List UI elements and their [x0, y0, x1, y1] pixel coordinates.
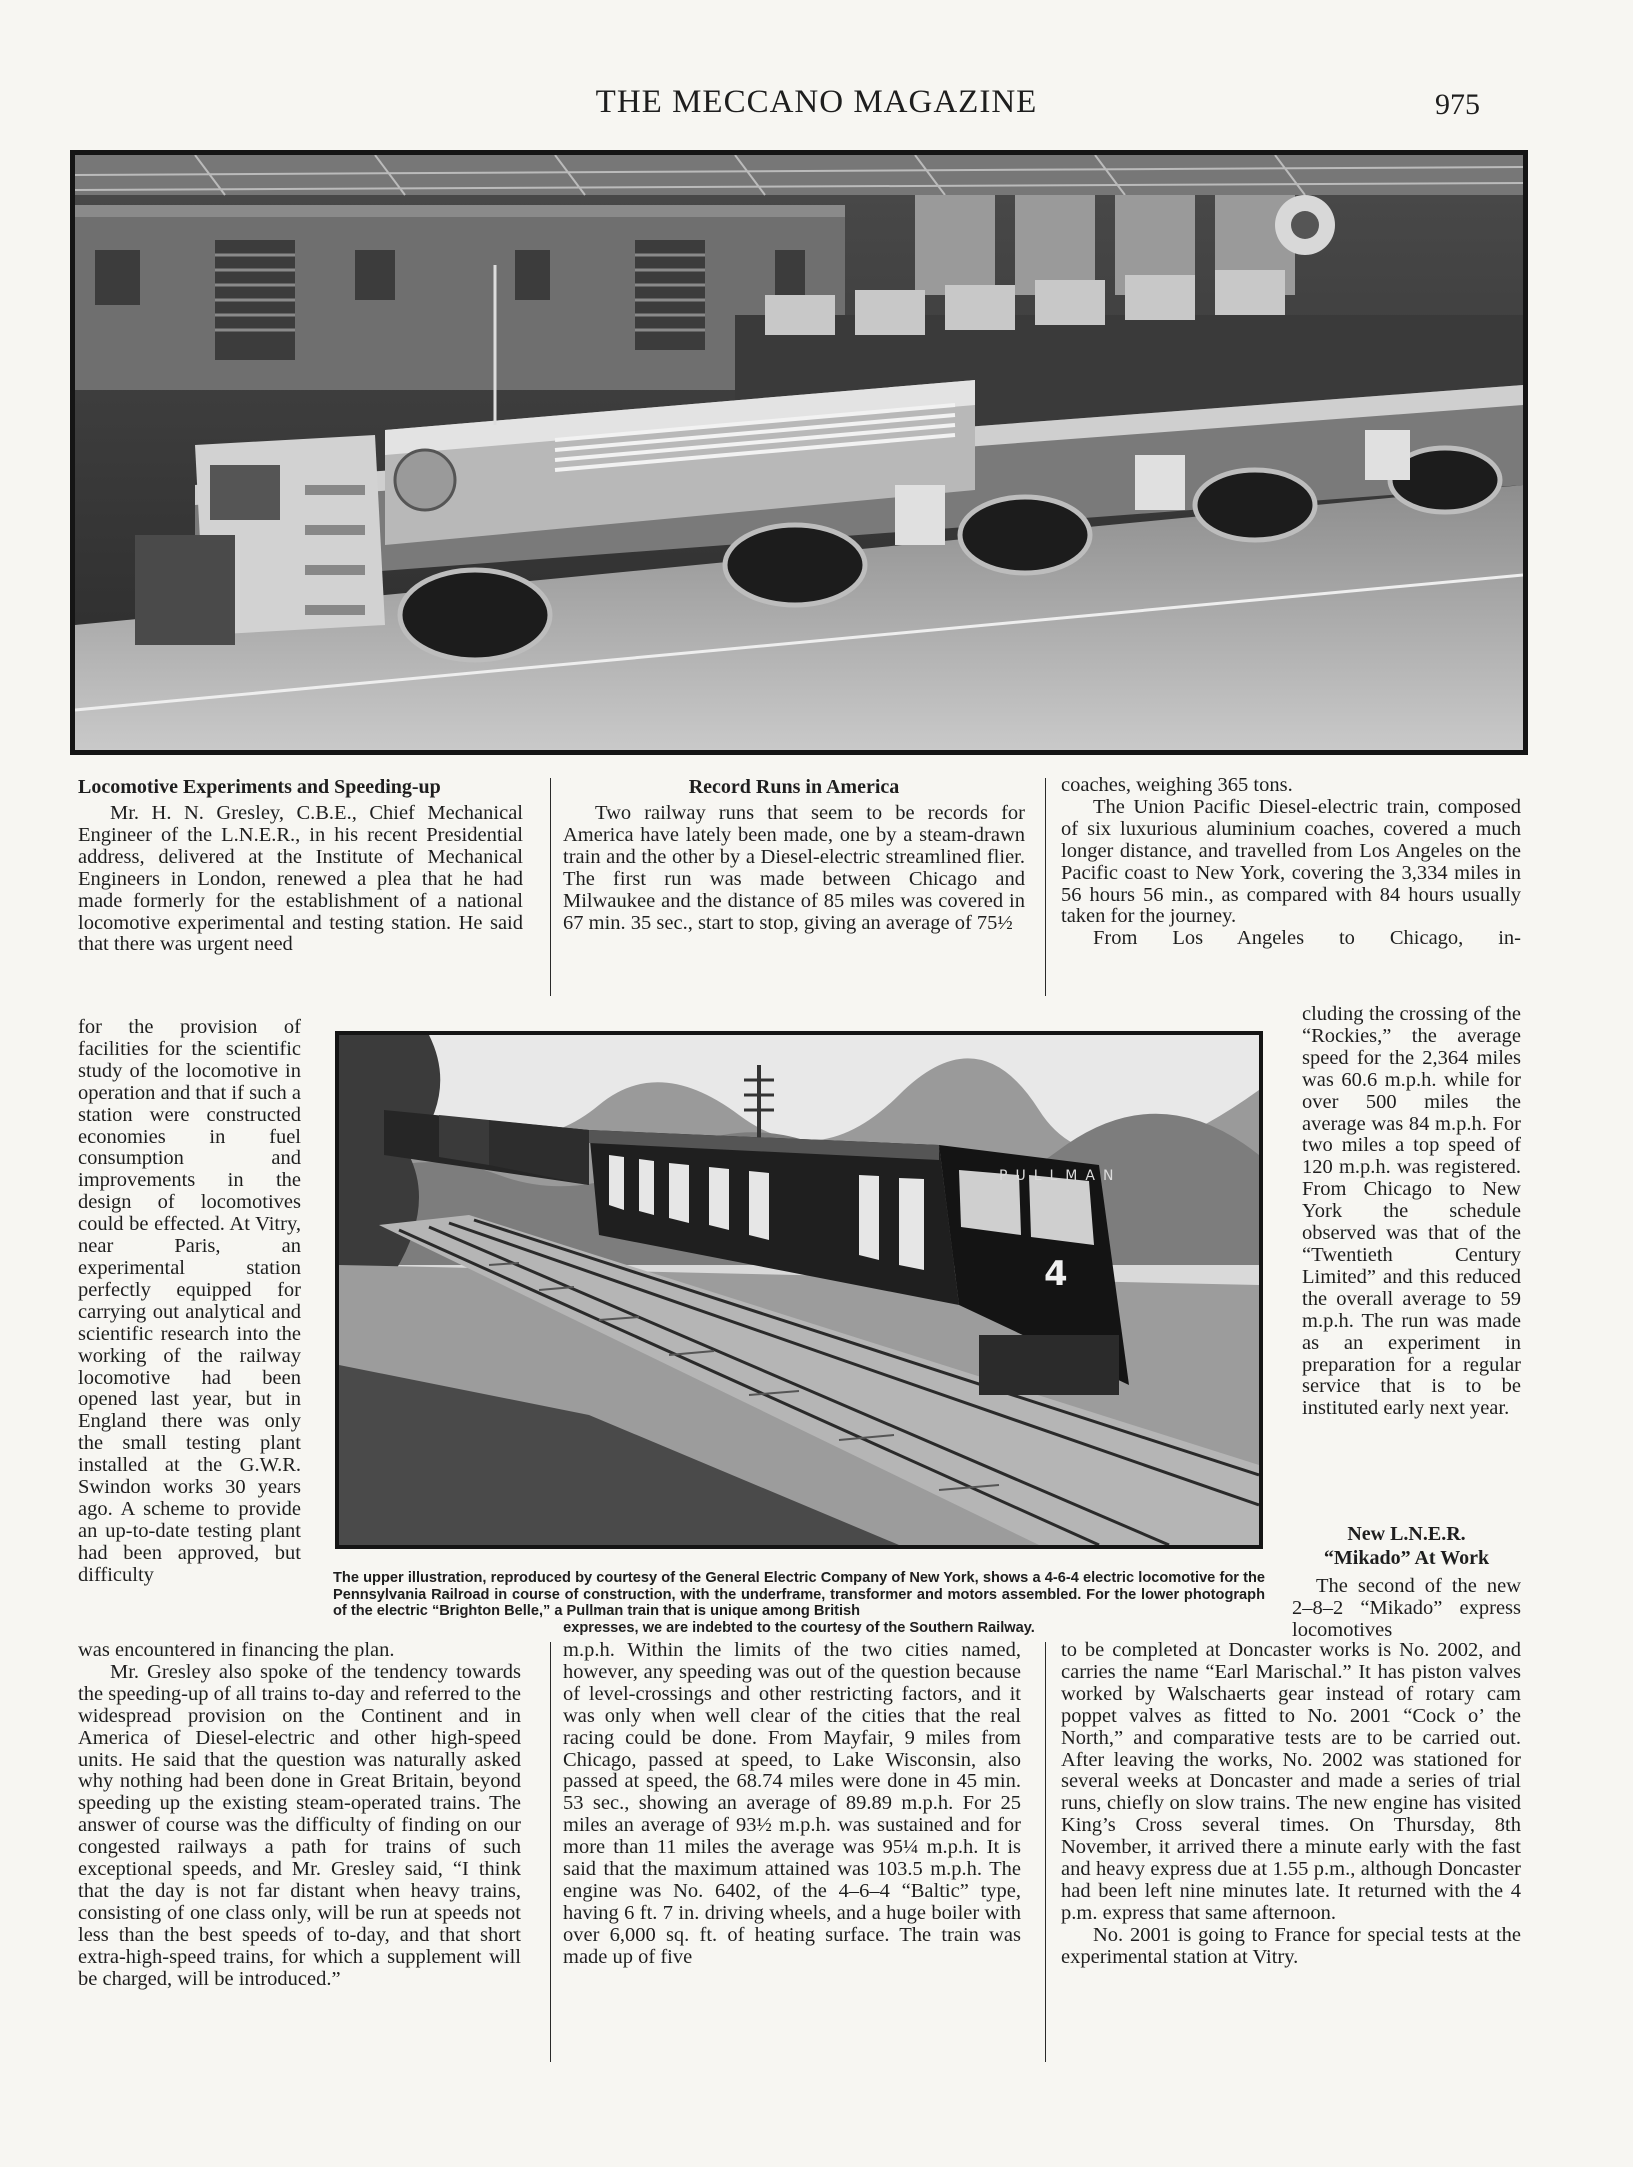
article-record-runs-bottom [563, 1640, 1021, 1969]
paragraph: cluding the crossing of the “Rockies,” the average speed for the 2,364 miles was 60.6 m.p.h. while for over 500 miles the average was 84 m.p.h. For two miles a top speed of 120 m.p.h. was registered. From Chicago to New York the schedule observed was that of the “Twentieth Century Limited” and this reduced the overall average to 59 m.p.h. The run was made as an experiment in preparation for a regular service that is to be instituted early next year. [1302, 1003, 1521, 1420]
paragraph: for the provision of facilities for the scientific study of the locomotive in operation and that if such a station were constructed economies in fuel consumption and improvements in the design of locomotives could be effected. At Vitry, near Paris, an experimental station perfectly equipped for carrying out analytical and scientific research into the working of the railway locomotive had been opened last year, but in England there was only the small testing plant installed at the G.W.R. Swindon works 30 years ago. A scheme to provide an up-to-date testing plant had been approved, but difficulty [78, 1016, 301, 1586]
paragraph: The second of the new 2–8–2 “Mikado” express locomotives [1292, 1575, 1521, 1641]
column-rule [550, 778, 551, 996]
article-record-runs-continued [1061, 775, 1521, 950]
caption-last-line: expresses, we are indebted to the courtesy of the Southern Railway. [563, 1619, 1035, 1636]
article-locomotive-experiments-narrow [78, 1017, 301, 1587]
paragraph: The Union Pacific Diesel-electric train, composed of six luxurious aluminium coaches, covered a much longer distance, and travelled from Los Angeles on the Pacific coast to New York, covering the 3,334 miles in 56 hours 56 min., as compared with 84 hours usually taken for the journey. [1061, 795, 1521, 928]
heading-mikado-line2: “Mikado” At Work [1323, 1547, 1490, 1569]
article-locomotive-experiments-top [78, 775, 523, 956]
column-rule [1045, 1642, 1046, 2062]
article-record-runs-top [563, 775, 1025, 934]
paragraph: to be completed at Doncaster works is No. 2002, and carries the name “Earl Marischal.” It has piston valves worked by Walschaerts gear instead of rotary cam poppet valves as fitted to No. 2001 “Cock o’ the North,” and comparative tests are to be carried out. After leaving the works, No. 2002 was stationed for several weeks at Doncaster and made a series of trial runs, chiefly on slow trains. The new engine has visited King’s Cross several times. On Thursday, 8th November, it arrived there a minute early with the fast and heavy express due at 1.55 p.m., although Doncaster had been left nine minutes late. It returned with the 4 p.m. express that same afternoon. [1061, 1639, 1521, 1924]
column-rule [550, 1642, 551, 2062]
unit-number: 4 [1044, 1254, 1068, 1294]
article-record-runs-narrow [1302, 1004, 1521, 1420]
paragraph: Mr. H. N. Gresley, C.B.E., Chief Mechanical Engineer of the L.N.E.R., in his recent Presidential address, delivered at the Institute of Mechanical Engineers in London, renewed a plea that he had made formerly for the establishment of a national locomotive experimental and testing station. He said that there was urgent need [78, 802, 523, 956]
paragraph: coaches, weighing 365 tons. [1061, 774, 1293, 796]
article-mikado-top [1292, 1522, 1521, 1642]
brighton-belle-photo [335, 1031, 1263, 1549]
heading-locomotive-experiments: Locomotive Experiments and Speeding-up [78, 776, 441, 798]
paragraph: Mr. Gresley also spoke of the tendency towards the speeding-up of all trains to-day and referred to the widespread provision on the Continent and in America of Diesel-electric and other high-speed units. He said that the question was naturally asked why nothing had been done in Great Britain, beyond speeding up the existing steam-operated trains. The answer of course was the difficulty of finding on our congested railways a path for trains of such exceptional speeds, and Mr. Gresley said, “I think that the day is not far distant when heavy trains, consisting of one class only, will be run at speeds not less than the best speeds of to-day, and that short extra-high-speed trains, for which a supplement will be charged, will be introduced.” [78, 1660, 521, 1990]
column-rule [1045, 778, 1046, 996]
heading-mikado-line1: New L.N.E.R. [1347, 1523, 1466, 1545]
page-number: 975 [1435, 88, 1480, 121]
article-mikado-bottom [1061, 1640, 1521, 1969]
coach-lettering: PULLMAN [999, 1168, 1122, 1184]
paragraph: No. 2001 is going to France for special tests at the experimental station at Vitry. [1061, 1923, 1521, 1968]
article-locomotive-experiments-bottom [78, 1640, 521, 1991]
paragraph: m.p.h. Within the limits of the two cities named, however, any speeding was out of the question because of level-crossings and other restricting factors, and it was only when well clear of the cities that the real racing could be done. From Mayfair, 9 miles from Chicago, passed at speed, to Lake Wisconsin, also passed at speed, the 68.74 miles were done in 45 min. 53 sec., showing an average of 89.89 m.p.h. For 25 miles an average of 93½ m.p.h. was sustained and for more than 11 miles the average was 95¼ m.p.h. It is said that the maximum attained was 103.5 m.p.h. The engine was No. 6402, of the 4–6–4 “Baltic” type, having 6 ft. 7 in. driving wheels, and a huge boiler with over 6,000 sq. ft. of heating surface. The train was made up of five [563, 1639, 1021, 1968]
caption-text: The upper illustration, reproduced by courtesy of the General Electric Company of New York, shows a 4-6-4 electric locomotive for the Pennsylvania Railroad in course of construction, with the underframe, transformer and motors assembled. For the lower photograph of the electric “Brighton Belle,” a Pullman train that is unique among British [333, 1570, 1265, 1620]
paragraph: Two railway runs that seem to be records for America have lately been made, one by a steam-drawn train and the other by a Diesel-electric streamlined flier. The first run was made between Chicago and Milwaukee and the distance of 85 miles was covered in 67 min. 35 sec., start to stop, giving an average of 75½ [563, 802, 1025, 934]
heading-record-runs: Record Runs in America [688, 776, 900, 798]
paragraph: was encountered in financing the plan. [78, 1639, 395, 1661]
magazine-title: THE MECCANO MAGAZINE [595, 84, 1038, 120]
photo-caption [333, 1570, 1265, 1636]
paragraph: From Los Angeles to Chicago, in- [1093, 927, 1521, 950]
locomotive-construction-photo [70, 150, 1528, 755]
